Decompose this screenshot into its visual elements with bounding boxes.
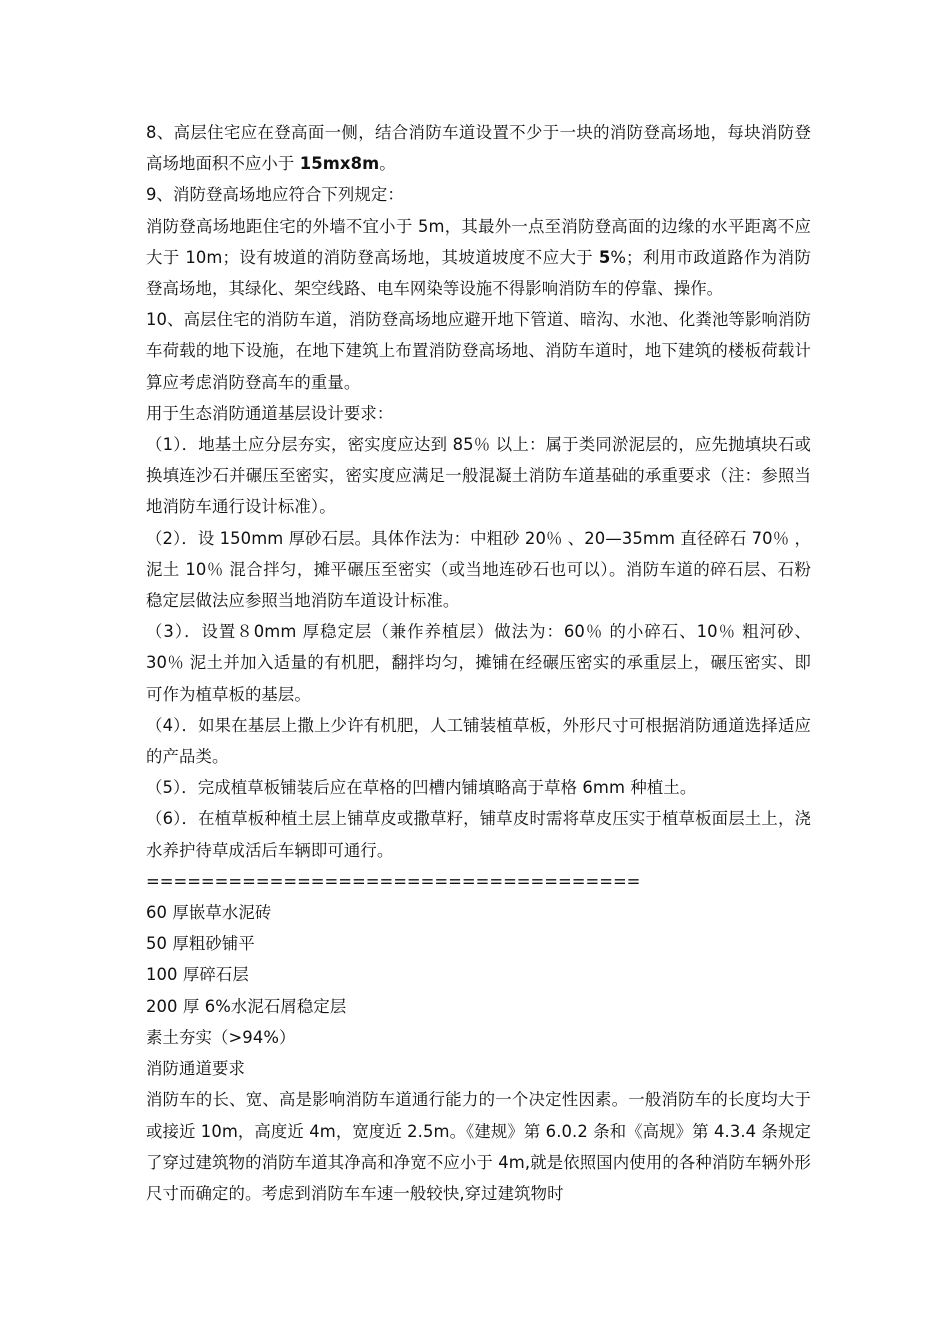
- layer-grass-brick: 60 厚嵌草水泥砖: [146, 903, 272, 923]
- separator-line: ====================================: [146, 871, 641, 891]
- step-6-turf: （6）．在植草板种植土层上铺草皮或撒草籽，铺草皮时需将草皮压实于植草板面层土上，浇水养护待草成活后车辆即可通行。: [146, 809, 811, 860]
- site-size-bold: 15mx8m: [299, 154, 380, 174]
- step-1-subgrade: （1）．地基土应分层夯实，密实度应达到 85％ 以上：属于类同淤泥层的，应先抛填块石或换填连沙石并碾压至密实，密实度应满足一般混凝土消防车道基础的承重要求（注：参照当地消防车通行设计标准）。: [146, 435, 811, 517]
- paragraph-10-underground: 10、高层住宅的消防车道，消防登高场地应避开地下管道、暗沟、水池、化粪池等影响消防车荷载的地下设施，在地下建筑上布置消防登高场地、消防车道时，地下建筑的楼板荷载计算应考虑消防登高车的重量。: [146, 310, 811, 392]
- paragraph-8-site-area: 8、高层住宅应在登高面一侧，结合消防车道设置不少于一块的消防登高场地，每块消防登高场地面积不应小于 15mx8m。: [146, 123, 811, 174]
- base-design-heading: 用于生态消防通道基层设计要求：: [146, 403, 394, 423]
- step-5-planting-soil: （5）．完成植草板铺装后应在草格的凹槽内铺填略高于草格 6mm 种植土。: [146, 778, 697, 798]
- paragraph-9-heading: 9、消防登高场地应符合下列规定：: [146, 185, 404, 205]
- step-3-stable-layer: （3）．设置８0mm 厚稳定层（兼作养植层）做法为：60％ 的小碎石、10％ 粗河砂、30％ 泥土并加入适量的有机肥，翻拌均匀，摊铺在经碾压密实的承重层上，碾压密实、即可作为植草板的基层。: [146, 622, 811, 704]
- layer-cement-stable: 200 厚 6%水泥石屑稳定层: [146, 996, 347, 1016]
- fire-truck-dimensions: 消防车的长、宽、高是影响消防车道通行能力的一个决定性因素。一般消防车的长度均大于或接近 10m，高度近 4m，宽度近 2.5m。《建规》第 6.0.2 条和《高规》第 4.3.4 条规定了穿过建筑物的消防车道其净高和净宽不应小于 4m,就是依照国内使用的各种消防车辆外形尺寸而确定的。考虑到消防车车速一般较快,穿过建筑物时: [146, 1090, 811, 1203]
- fire-lane-heading: 消防通道要求: [146, 1059, 245, 1079]
- paragraph-9-rules: 消防登高场地距住宅的外墙不宜小于 5m，其最外一点至消防登高面的边缘的水平距离不应大于 10m；设有坡道的消防登高场地，其坡道坡度不应大于 5%；利用市政道路作为消防登高场地，其绿化、架空线路、电车网染等设施不得影响消防车的停靠、操作。: [146, 216, 811, 299]
- step-4-grass-board: （4）．如果在基层上撒上少许有机肥，人工铺装植草板，外形尺寸可根据消防通道选择适应的产品类。: [146, 715, 811, 767]
- layer-gravel: 100 厚碎石层: [146, 965, 249, 985]
- layer-compacted-soil: 素土夯实（>94%）: [146, 1027, 296, 1047]
- slope-value-bold: 5: [598, 247, 611, 267]
- document-body: [146, 117, 811, 1209]
- layer-coarse-sand: 50 厚粗砂铺平: [146, 934, 255, 954]
- step-2-gravel-layer: （2）．设 150mm 厚砂石层。具体作法为：中粗砂 20％ 、20—35mm 直径碎石 70％ ，泥土 10％ 混合拌匀，摊平碾压至密实（或当地连砂石也可以）。消防车道的碎石层、石粉稳定层做法应参照当地消防车道设计标准。: [146, 528, 811, 611]
